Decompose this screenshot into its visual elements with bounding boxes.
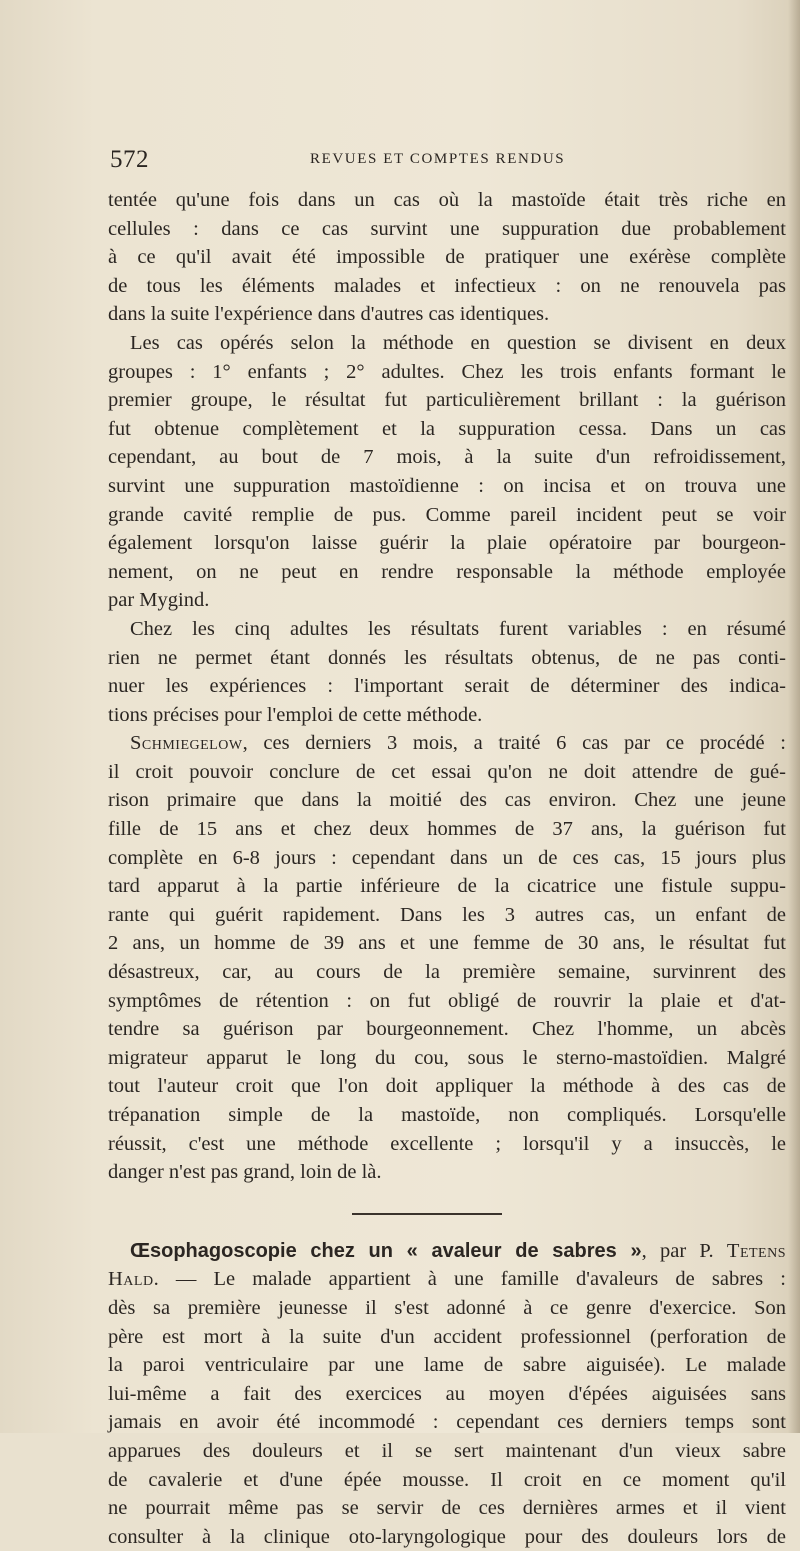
- text-line: complète en 6-8 jours : cependant dans un de ces cas, 15 jours plus: [108, 846, 786, 869]
- text-line: jamais en avoir été incommodé : cependant ces derniers temps sont: [108, 1411, 786, 1434]
- text-run: , par P.: [641, 1239, 727, 1262]
- text-line: père est mort à la suite d'un accident professionnel (perforation de: [108, 1325, 786, 1348]
- text-line: [108, 729, 786, 758]
- text-line: Chez les cinq adultes les résultats furent variables : en résumé: [130, 617, 786, 640]
- text-line: grande cavité remplie de pus. Comme pareil incident peut se voir: [108, 503, 786, 526]
- text-line: Les cas opérés selon la méthode en question se divisent en deux: [130, 331, 786, 354]
- text-line: réussit, c'est une méthode excellente ; lorsqu'il y a insuccès, le: [108, 1132, 786, 1155]
- text-line: ne pourrait même pas se servir de ces dernières armes et il vient: [108, 1497, 786, 1520]
- text-line: [108, 1265, 786, 1294]
- article-2: [108, 1237, 786, 1551]
- text-line: migrateur apparut le long du cou, sous le sterno-mastoïdien. Malgré: [108, 1046, 786, 1069]
- text-line: nement, on ne peut en rendre responsable la méthode employée: [108, 560, 786, 583]
- text-line: danger n'est pas grand, loin de là.: [108, 1161, 382, 1184]
- author-name: Tetens: [726, 1239, 786, 1262]
- text-line: fille de 15 ans et chez deux hommes de 37 ans, la guérison fut: [108, 818, 786, 841]
- text-line: de cavalerie et d'une épée mousse. Il croit en ce moment qu'il: [108, 1468, 786, 1491]
- text-line: également lorsqu'on laisse guérir la plaie opératoire par bourgeon-: [108, 532, 786, 555]
- text-line: trépanation simple de la mastoïde, non compliqués. Lorsqu'elle: [108, 1104, 786, 1126]
- text-run: , ces derniers 3 mois, a traité 6 cas par ce procédé :: [242, 732, 786, 755]
- page-body: [108, 186, 786, 1551]
- text-line: par Mygind.: [108, 589, 210, 612]
- text-line: à ce qu'il avait été impossible de pratiquer une exérèse complète: [108, 246, 786, 269]
- text-line: symptômes de rétention : on fut obligé de rouvrir la plaie et d'at-: [108, 989, 786, 1012]
- text-line: apparues des douleurs et il se sert maintenant d'un vieux sabre: [108, 1439, 786, 1462]
- text-line: [108, 1237, 786, 1266]
- paragraph-3: [108, 615, 786, 729]
- text-line: tout l'auteur croit que l'on doit appliquer la méthode à des cas de: [108, 1075, 786, 1098]
- text-run: . — Le malade appartient à une famille d'avaleurs de sabres :: [153, 1268, 786, 1291]
- text-line: de tous les éléments malades et infectieux : on ne renouvela pas: [108, 274, 786, 297]
- running-head: REVUES ET COMPTES RENDUS: [310, 151, 566, 167]
- text-line: rison primaire que dans la moitié des cas environ. Chez une jeune: [108, 789, 786, 812]
- text-line: désastreux, car, au cours de la première semaine, survinrent des: [108, 961, 786, 984]
- text-line: lui-même a fait des exercices au moyen d'épées aiguisées sans: [108, 1382, 786, 1405]
- text-line: dans la suite l'expérience dans d'autres cas identiques.: [108, 303, 550, 326]
- paragraph-4: [108, 729, 786, 1187]
- text-line: premier groupe, le résultat fut particulièrement brillant : la guérison: [108, 389, 786, 412]
- author-name: Hald: [108, 1268, 154, 1291]
- text-line: rien ne permet étant donnés les résultats obtenus, de ne pas conti-: [108, 646, 786, 669]
- text-line: survint une suppuration mastoïdienne : on incisa et on trouva une: [108, 474, 786, 497]
- text-line: 2 ans, un homme de 39 ans et une femme de 30 ans, le résultat fut: [108, 932, 786, 955]
- text-line: tions précises pour l'emploi de cette méthode.: [108, 703, 483, 726]
- text-line: groupes : 1° enfants ; 2° adultes. Chez les trois enfants formant le: [108, 360, 786, 383]
- text-line: cependant, au bout de 7 mois, à la suite d'un refroidissement,: [108, 446, 786, 469]
- text-line: tard apparut à la partie inférieure de la cicatrice une fistule suppu-: [108, 875, 786, 898]
- text-line: dès sa première jeunesse il s'est adonné à ce genre d'exercice. Son: [108, 1296, 786, 1319]
- paragraph-1: [108, 186, 786, 329]
- text-line: tendre sa guérison par bourgeonnement. Chez l'homme, un abcès: [108, 1018, 786, 1041]
- text-line: cellules : dans ce cas survint une suppuration due probablement: [108, 217, 786, 240]
- page-header: [110, 146, 786, 176]
- text-line: il croit pouvoir conclure de cet essai qu'on ne doit attendre de gué-: [108, 760, 786, 783]
- article-title: Œsophagoscopie chez un « avaleur de sabres »: [130, 1239, 642, 1262]
- text-line: nuer les expériences : l'important serait de déterminer des indica-: [108, 675, 786, 698]
- page-number: 572: [110, 146, 149, 173]
- author-name: Schmiegelow: [130, 732, 243, 755]
- section-divider: [352, 1213, 502, 1215]
- text-line: rante qui guérit rapidement. Dans les 3 autres cas, un enfant de: [108, 903, 786, 926]
- text-line: tentée qu'une fois dans un cas où la mastoïde était très riche en: [108, 189, 786, 211]
- text-line: la paroi ventriculaire par une lame de sabre aiguisée). Le malade: [108, 1354, 786, 1377]
- text-line: fut obtenue complètement et la suppuration cessa. Dans un cas: [108, 417, 786, 440]
- paragraph-2: [108, 329, 786, 615]
- text-line: consulter à la clinique oto-laryngologique pour des douleurs lors de: [108, 1525, 786, 1548]
- page-edge-shadow: [788, 0, 800, 1433]
